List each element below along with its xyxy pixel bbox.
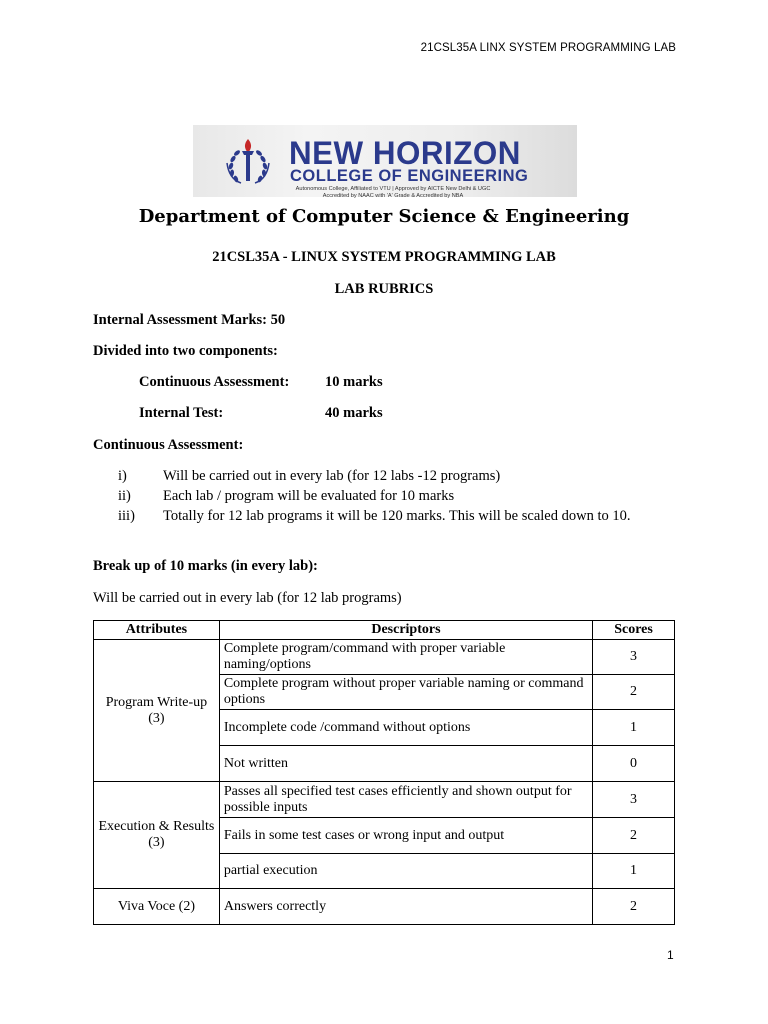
attribute-viva-voce: Viva Voce (2) (94, 889, 220, 925)
logo-name: NEW HORIZON (289, 135, 521, 171)
descriptor-cell: Incomplete code /command without options (219, 710, 592, 746)
component-ca-label: Continuous Assessment: (139, 374, 290, 390)
components-heading: Divided into two components: (93, 343, 278, 359)
logo-tagline-2: Accredited by NAAC with 'A' Grade & Accredited by NBA (322, 192, 464, 199)
logo-subname: COLLEGE OF ENGINEERING (290, 167, 529, 185)
header-scores: Scores (593, 621, 675, 640)
descriptor-cell: Complete program without proper variable naming or command options (219, 675, 592, 710)
score-cell: 3 (593, 782, 675, 818)
rubrics-title: LAB RUBRICS (334, 281, 434, 297)
descriptor-cell: Passes all specified test cases efficiently and shown output for possible inputs (219, 782, 592, 818)
component-test-label: Internal Test: (139, 405, 224, 421)
ca-heading: Continuous Assessment: (93, 437, 244, 453)
descriptor-cell: Complete program/command with proper variable naming/options (219, 640, 592, 675)
descriptor-cell: Not written (219, 746, 592, 782)
ca-item-3-text: Totally for 12 lab programs it will be 120 marks. This will be scaled down to 10. (163, 508, 631, 524)
score-cell: 0 (593, 746, 675, 782)
ca-item-2-text: Each lab / program will be evaluated for 10 marks (163, 488, 455, 504)
internal-marks: Internal Assessment Marks: 50 (93, 312, 286, 328)
header-descriptors: Descriptors (219, 621, 592, 640)
component-ca-value: 10 marks (325, 374, 383, 390)
page-number: 1 (667, 948, 674, 962)
table-header-row (94, 621, 675, 640)
ca-item-3-num: iii) (118, 508, 135, 524)
ca-item-1-num: i) (118, 468, 127, 484)
score-cell: 2 (593, 818, 675, 854)
score-cell: 3 (593, 640, 675, 675)
logo-tagline-1: Autonomous College, Affiliated to VTU | Approved by AICTE New Delhi & UGC (295, 186, 491, 192)
lab-subtitle: 21CSL35A - LINUX SYSTEM PROGRAMMING LAB (212, 249, 556, 265)
department-title: Department of Computer Science & Engineering (138, 206, 630, 227)
logo-tagline (293, 186, 493, 199)
header-attributes: Attributes (94, 621, 220, 640)
breakup-heading: Break up of 10 marks (in every lab): (93, 558, 318, 574)
table-row (94, 889, 675, 925)
attribute-execution-results: Execution & Results (3) (94, 782, 220, 889)
descriptor-cell: partial execution (219, 854, 592, 889)
score-cell: 1 (593, 710, 675, 746)
ca-item-2-num: ii) (118, 488, 131, 504)
descriptor-cell: Fails in some test cases or wrong input and output (219, 818, 592, 854)
descriptor-cell: Answers correctly (219, 889, 592, 925)
rubric-table (93, 620, 675, 925)
score-cell: 2 (593, 889, 675, 925)
torch-emblem-icon (215, 135, 281, 187)
attribute-program-writeup: Program Write-up (3) (94, 640, 220, 782)
component-test-value: 40 marks (325, 405, 383, 421)
table-row (94, 782, 675, 818)
college-logo (193, 125, 577, 197)
score-cell: 1 (593, 854, 675, 889)
table-row (94, 640, 675, 675)
ca-item-1-text: Will be carried out in every lab (for 12 labs -12 programs) (163, 468, 501, 484)
breakup-note: Will be carried out in every lab (for 12 lab programs) (93, 590, 402, 606)
running-header: 21CSL35A LINX SYSTEM PROGRAMMING LAB (420, 42, 676, 54)
score-cell: 2 (593, 675, 675, 710)
